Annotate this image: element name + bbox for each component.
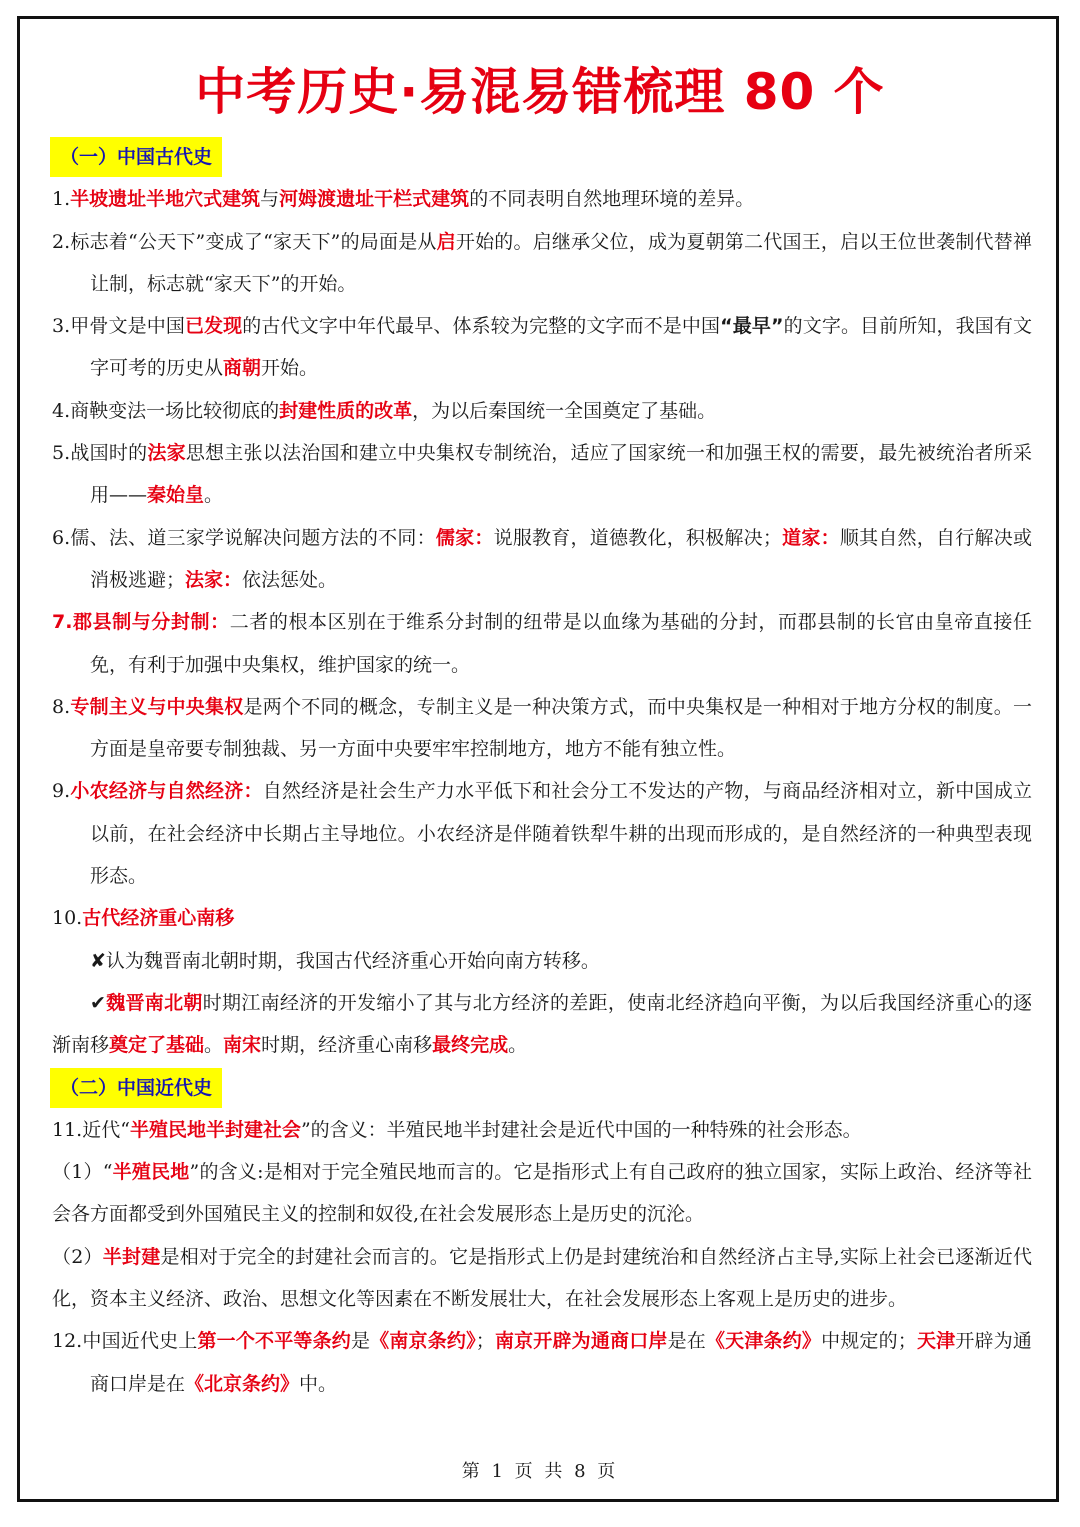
section-ancient-china — [52, 136, 1032, 178]
highlight: 封建性质的改革 — [279, 399, 413, 422]
text: ”的含义：半殖民地半封建社会是近代中国的一种特殊的社会形态。 — [300, 1118, 862, 1141]
text: 依法惩处。 — [242, 568, 338, 591]
item-number: 2. — [52, 230, 71, 253]
text: 顺其自然，自行解决或消极逃避； — [90, 526, 1032, 591]
text: 中规定的； — [821, 1330, 917, 1353]
bold-text: “最早” — [720, 315, 784, 338]
item-10-correct — [52, 982, 1032, 1067]
page-footer: 第 1 页 共 8 页 — [461, 1461, 619, 1482]
item-3 — [52, 305, 1032, 390]
item-2 — [52, 221, 1032, 306]
section-modern-china — [52, 1067, 1032, 1109]
item-10 — [52, 897, 1032, 939]
text: 的文字。目前所知，我国有文字可考的历史从 — [90, 315, 1032, 380]
highlight: 已发现 — [184, 315, 243, 338]
text: 战国时的 — [70, 442, 148, 465]
text: 思想主张以法治国和建立中央集权专制统治，适应了国家统一和加强王权的需要，最先被统治者所采用—— — [90, 442, 1032, 507]
item-number: 3. — [52, 315, 71, 338]
text: 是相对于完全的封建社会而言的。它是指形式上仍是封建统治和自然经济占主导,实际上社会已逐渐近代化，资本主义经济、政治、思想文化等因素在不断发展壮大，在社会发展形态上客观上是历史的进步。 — [52, 1245, 1032, 1311]
item-12 — [52, 1320, 1032, 1405]
highlight: 道家： — [781, 526, 840, 549]
text: 。 — [508, 1034, 528, 1057]
item-number: 8. — [52, 695, 71, 718]
highlight: 奠定了基础 — [109, 1034, 205, 1057]
text: 中。 — [299, 1372, 338, 1395]
item-11-part-2 — [52, 1236, 1032, 1321]
highlight: 儒家： — [435, 526, 494, 549]
highlight: 半坡遗址半地穴式建筑 — [70, 188, 261, 211]
highlight: 法家 — [147, 442, 186, 465]
text: 开始。 — [261, 357, 319, 380]
item-1 — [52, 178, 1032, 220]
highlight: 南京开辟为通商口岸 — [494, 1330, 668, 1353]
text: 甲骨文是中国 — [70, 315, 185, 338]
highlight: 南宋 — [223, 1034, 262, 1057]
text: 儒、法、道三家学说解决问题方法的不同： — [70, 526, 436, 549]
text: （2） — [52, 1245, 103, 1268]
text: 二者的根本区别在于维系分封制的纽带是以血缘为基础的分封，而郡县制的长官由皇帝直接任免，有利于加强中央集权，维护国家的统一。 — [90, 611, 1032, 676]
highlight: 秦始皇 — [147, 484, 205, 507]
item-11-part-1 — [52, 1151, 1032, 1236]
text: 开辟为通商口岸是在 — [90, 1330, 1032, 1395]
text: 自然经济是社会生产力水平低下和社会分工不发达的产物，与商品经济相对立，新中国成立以前，在社会经济中长期占主导地位。小农经济是伴随着铁犁牛耕的出现而形成的，是自然经济的一种典型表现形态。 — [90, 780, 1032, 888]
text: 说服教育，道德教化，积极解决； — [493, 526, 782, 549]
text: 是两个不同的概念，专制主义是一种决策方式，而中央集权是一种相对于地方分权的制度。一方面是皇帝要专制独裁、另一方面中央要牢牢控制地方，地方不能有独立性。 — [90, 695, 1032, 761]
item-number: 6. — [52, 526, 71, 549]
item-10-wrong — [52, 940, 1032, 982]
highlight: 小农经济与自然经济： — [70, 780, 263, 803]
item-4 — [52, 390, 1032, 432]
item-11 — [52, 1109, 1032, 1151]
text: 与 — [260, 188, 280, 211]
text: 。 — [204, 484, 224, 507]
highlight: 河姆渡遗址干栏式建筑 — [279, 188, 470, 211]
text: 是 — [350, 1330, 371, 1353]
text: ； — [475, 1330, 495, 1353]
item-9 — [52, 770, 1032, 897]
text: 。 — [204, 1034, 224, 1057]
item-number: 9. — [52, 780, 71, 803]
highlight: 古代经济重心南移 — [82, 907, 235, 930]
item-number: 12. — [52, 1330, 83, 1353]
text: 中国近代史上 — [82, 1330, 198, 1353]
text: 标志着“公天下”变成了“家天下”的局面是从 — [70, 230, 437, 253]
item-number: 1. — [52, 188, 71, 211]
text: （1）“ — [52, 1161, 113, 1184]
text: 是在 — [667, 1330, 706, 1353]
cross-icon: ✘ — [90, 949, 106, 972]
highlight: 启 — [436, 230, 456, 253]
highlight: 《北京条约》 — [185, 1372, 300, 1395]
check-icon: ✔ — [90, 991, 106, 1014]
document-body — [52, 136, 1032, 1405]
item-6 — [52, 517, 1032, 602]
text: 的不同表明自然地理环境的差异。 — [469, 188, 755, 211]
highlight: 《南京条约》 — [370, 1330, 476, 1353]
highlight: 专制主义与中央集权 — [70, 695, 244, 718]
text: ，为以后秦国统一全国奠定了基础。 — [412, 399, 717, 422]
page-title: 中考历史·易混易错梳理 80 个 — [195, 63, 885, 121]
highlight: 半封建 — [102, 1245, 161, 1268]
highlight: 最终完成 — [432, 1034, 509, 1057]
text: 时期江南经济的开发缩小了其与北方经济的差距，使南北经济趋向平衡，为以后我国经济重心的逐渐南移 — [52, 991, 1032, 1057]
highlight: 半殖民地半封建社会 — [129, 1118, 301, 1141]
highlight: 郡县制与分封制： — [72, 611, 230, 634]
item-number: 11. — [52, 1118, 83, 1141]
highlight: 第一个不平等条约 — [197, 1330, 351, 1353]
item-number: 5. — [52, 442, 71, 465]
text: ”的含义:是相对于完全殖民地而言的。它是指形式上有自己政府的独立国家，实际上政治、经济等社会各方面都受到外国殖民主义的控制和奴役,在社会发展形态上是历史的沉沦。 — [52, 1161, 1032, 1226]
highlight: 商朝 — [223, 357, 262, 380]
item-number: 10. — [52, 907, 83, 930]
highlight: 半殖民地 — [112, 1161, 190, 1184]
text: 认为魏晋南北朝时期，我国古代经济重心开始向南方转移。 — [105, 949, 600, 972]
highlight: 天津 — [916, 1330, 956, 1353]
item-number: 7. — [52, 611, 73, 634]
section-heading: （二）中国近代史 — [50, 1068, 222, 1108]
text: 的古代文字中年代最早、体系较为完整的文字而不是中国 — [242, 315, 721, 338]
item-5 — [52, 432, 1032, 517]
item-7 — [52, 601, 1032, 686]
text: 近代“ — [82, 1118, 130, 1141]
item-number: 4. — [52, 399, 71, 422]
section-heading: （一）中国古代史 — [50, 137, 222, 177]
text: 商鞅变法一场比较彻底的 — [70, 399, 280, 422]
text: 时期，经济重心南移 — [261, 1034, 433, 1057]
highlight: 魏晋南北朝 — [105, 991, 203, 1014]
item-8 — [52, 686, 1032, 771]
text: 开始的。启继承父位，成为夏朝第二代国王，启以王位世袭制代替禅让制，标志就“家天下”的开始。 — [90, 230, 1032, 295]
highlight: 法家： — [185, 568, 243, 591]
highlight: 《天津条约》 — [705, 1330, 822, 1353]
